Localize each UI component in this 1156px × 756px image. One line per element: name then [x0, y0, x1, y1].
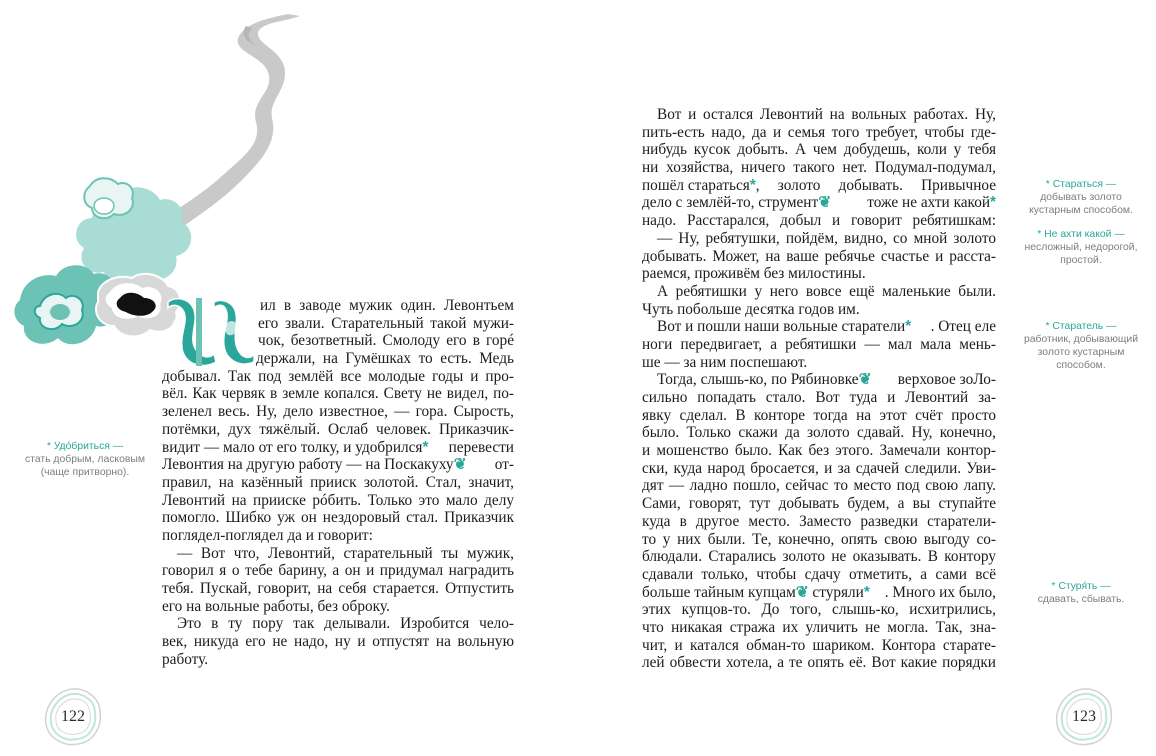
footnote-term: * Стараться —	[1045, 179, 1117, 190]
paragraph-line: тебя. Пускай, говорит, на себя старается. Отпустить	[162, 580, 514, 597]
paragraph-line: потёмки, дух тяжёлый. Ослаб человек. Приказчик-	[162, 420, 514, 438]
paragraph-line: поглядел-поглядел да и говорит:	[162, 526, 373, 544]
paragraph-line: говорил я о тебе барину, а он и придумал наградить	[162, 562, 514, 580]
footnote-definition: добывать золото кустарным способом.	[1029, 192, 1133, 216]
paragraph-line: Левонтий на прииске рóбить. Только это мало делу	[162, 491, 514, 509]
paragraph-line: больше тайным купцам❦ стуряли* . Много их было,	[642, 583, 996, 601]
footnote-term: * Удóбриться —	[46, 441, 124, 452]
paragraph-line: вёл. Как червяк в земле копался. Свету не видел, по-	[162, 385, 514, 403]
paragraph-line: добывал. Так под землёй все молодые годы и про-	[162, 367, 514, 385]
paragraph-line: блюдали. Старались золото не оказывать. В контору	[642, 548, 996, 566]
leaf-mark-icon[interactable]: ❦	[795, 583, 809, 601]
paragraph-line: Вот и пошли наши вольные старатели* . Отец еле	[657, 318, 996, 336]
paragraph-line: куда в другое место. Заместо разведки старатели-	[642, 512, 996, 530]
paragraph-line: дело с землёй-то, струмент❦ тоже не ахти какой*	[642, 194, 996, 212]
paragraph-line: сдавали только, чтобы сдачу отметить, а сами всё	[642, 565, 996, 583]
paragraph-line: было. Только скажи да золото сдавай. Ну, конечно,	[642, 424, 996, 442]
paragraph-line: чит, и катался обман-то шариком. Контора старате-	[642, 636, 996, 654]
paragraph-line: правил, на казённый прииск золотой. Стал, значит,	[162, 473, 514, 491]
paragraph-line: зеленел весь. Ну, дело известное, — гора. Сырость,	[162, 403, 514, 421]
paragraph-line: сильно попадать стало. Вот туда и Левонтий за-	[642, 389, 996, 406]
paragraph-line: Сами, говорят, тут добывать будем, а вы ступайте	[642, 495, 996, 513]
leaf-mark-icon[interactable]: ❦	[818, 194, 832, 212]
paragraph-line: дят — ладно пошло, сейчас то место под свою лапу.	[642, 477, 996, 495]
paragraph-line: Левонтия на другую работу — на Поскакуху❦ от-	[162, 456, 514, 474]
paragraph-line: надо. Расстарался, добыл и говорит ребятишкам:	[642, 212, 996, 230]
leaf-mark-icon[interactable]: ❦	[453, 456, 467, 474]
footnote-sturyat	[1016, 580, 1146, 606]
paragraph-line: работу.	[162, 650, 209, 668]
paragraph-line: этих купцов-то. До того, слышь-ко, исхитрились,	[642, 601, 996, 619]
footnote-udobritsya	[22, 440, 148, 479]
paragraph-line: Это в ту пору так делывали. Изробится чело-	[177, 615, 514, 633]
page-number-right	[1053, 686, 1115, 748]
left-page-text	[162, 297, 514, 668]
paragraph-line: Тогда, слышь-ко, по Рябиновке❦ верховое зоЛо-	[657, 371, 996, 389]
right-page-text	[642, 106, 996, 672]
paragraph-line: добывать. Может, на ваше ребячье счастье и расста-	[642, 247, 996, 265]
footnote-ne-ahti-kakoy	[1016, 228, 1146, 267]
footnote-term: * Стуря́ть —	[1051, 581, 1111, 592]
paragraph-line: Вот и остался Левонтий на вольных работах. Ну,	[657, 106, 996, 123]
paragraph-line: — Ну, ребятушки, пойдём, видно, со мной золото	[657, 229, 996, 247]
paragraph-line: ни хозяйства, ничего такого нет. Подумал-подумал,	[642, 159, 996, 177]
paragraph-line: лей обвести хотела, а те опять её. Вот какие порядки	[642, 654, 996, 672]
footnote-staratsya	[1016, 178, 1146, 217]
paragraph-line: ноги передвигает, а ребятишки — мал мала мень-	[642, 335, 996, 353]
footnote-marker[interactable]: *	[905, 318, 912, 336]
paragraph-line: чок, безответный. Смолоду его в горé	[258, 332, 514, 350]
footnote-definition: стать добрым, ласковым (чаще притворно).	[24, 454, 145, 478]
footnote-term: * Старатель —	[1045, 321, 1117, 332]
paragraph-line: пить-есть надо, да и семья того требует, чтобы где-	[642, 123, 996, 141]
paragraph-line: то у них были. Те, конечно, опять свою выгоду со-	[642, 530, 996, 548]
paragraph-line: Чуть побольше десятка годов им.	[642, 300, 860, 318]
paragraph-line: его на вольные работы, без оброку.	[162, 597, 390, 615]
footnote-staratel	[1016, 320, 1146, 372]
footnote-marker[interactable]: *	[749, 176, 756, 194]
paragraph-line: ше — за ним поспешают.	[642, 353, 808, 371]
paragraph-line: его звали. Старательный такой мужи-	[258, 314, 514, 332]
paragraph-line: век, никуда его не надо, ну и отпустят на вольную	[162, 633, 514, 651]
leaf-mark-icon[interactable]: ❦	[858, 371, 872, 389]
paragraph-line: раемся, проживём без милостины.	[642, 265, 866, 283]
footnote-marker[interactable]: *	[863, 583, 870, 601]
paragraph-line: А ребятишки у него вовсе ещё маленькие были.	[657, 282, 996, 300]
footnote-definition: работник, добывающий золото кустарным способом.	[1023, 334, 1139, 371]
paragraph-line: — Вот что, Левонтий, старательный ты мужик,	[177, 544, 514, 562]
paragraph-line: пошёл стараться * , золото добывать. Привычное	[642, 176, 996, 194]
paragraph-line: явку сделал. В конторе тогда на этот счёт просто	[642, 406, 996, 424]
footnote-marker[interactable]: *	[422, 438, 429, 456]
footnote-definition: сдавать, сбывать.	[1037, 594, 1125, 605]
footnote-marker[interactable]: *	[990, 194, 996, 212]
paragraph-line: держали, на Гумёшках то есть. Медь	[256, 350, 514, 368]
paragraph-line: нибудь кусок добыть. А чем добудешь, коли у тебя	[642, 141, 996, 159]
paragraph-line: что никакая стража их уличить не могла. Так, зна-	[642, 618, 996, 636]
page-number-text: 122	[61, 708, 85, 725]
page-number-text: 123	[1072, 708, 1096, 725]
footnote-definition: несложный, недорогой, простой.	[1024, 242, 1138, 266]
paragraph-line: ски, куда народ бросается, и за сдачей следили. Уви-	[642, 459, 996, 477]
paragraph-line: и мошенство было. Как без этого. Замечали контор-	[642, 442, 996, 460]
page-number-left	[42, 686, 104, 748]
paragraph-line: видит — мало от его толку, и удобрился* перевести	[162, 438, 514, 456]
paragraph-line: помогло. Шибко уж он нездоровый стал. Приказчик	[162, 509, 514, 527]
footnote-term: * Не ахти какой —	[1037, 229, 1125, 240]
paragraph-line: ил в заводе мужик один. Левонтьем	[260, 297, 514, 314]
